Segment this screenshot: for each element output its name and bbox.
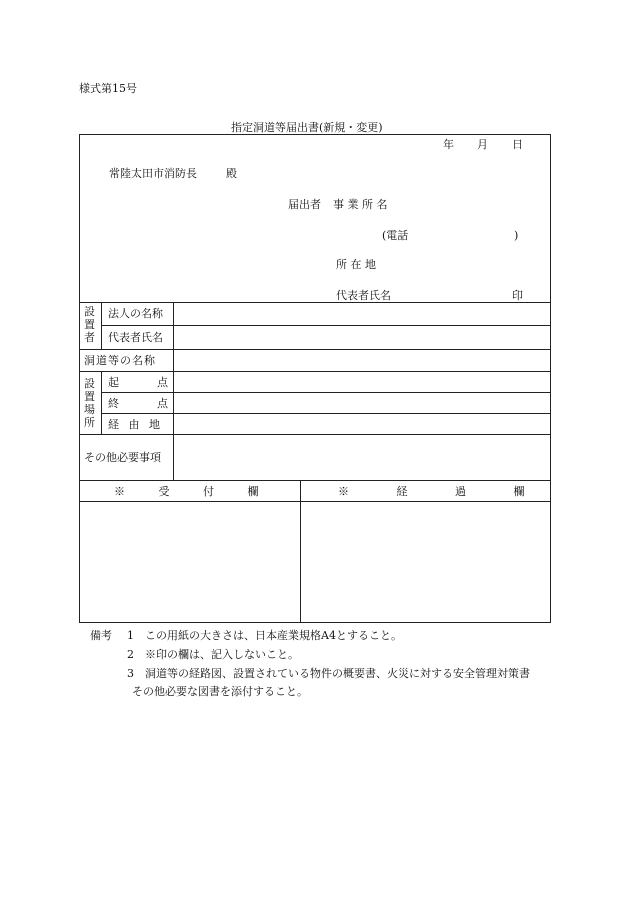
note-2-number: 2 — [127, 648, 134, 661]
start-label-2: 点 — [157, 376, 168, 389]
row-divider — [79, 434, 551, 435]
row-divider — [101, 392, 551, 393]
honorific: 殿 — [226, 167, 237, 180]
location-label: 所 在 地 — [336, 258, 376, 271]
corp-name-label: 法人の名称 — [108, 307, 163, 320]
rep-name-label: 代表者氏名 — [108, 331, 163, 344]
start-label: 起 — [108, 376, 119, 389]
phone-close: ) — [514, 229, 519, 242]
note-3-number: 3 — [127, 667, 134, 680]
col-divider — [101, 302, 102, 349]
end-label: 終 — [108, 397, 119, 410]
row-divider — [79, 302, 551, 303]
note-3-text: 洞道等の経路図、設置されている物件の概要書、火災に対する安全管理対策書 — [145, 667, 530, 680]
date-day: 日 — [512, 138, 523, 151]
note-3-text-cont: その他必要な図書を添付すること。 — [132, 685, 308, 698]
phone-open: (電話 — [382, 229, 409, 242]
other-label: その他必要事項 — [84, 451, 161, 464]
location-group-label: 設置場所 — [84, 377, 95, 429]
note-1-text: この用紙の大きさは、日本産業規格A4とすること。 — [145, 629, 402, 642]
addressee: 常陸太田市消防長 — [109, 167, 197, 180]
row-divider — [79, 349, 551, 350]
note-2-text: ※印の欄は、記入しないこと。 — [145, 648, 299, 661]
row-divider — [79, 501, 551, 502]
installer-group-label: 設置者 — [84, 305, 95, 344]
form-number: 様式第15号 — [79, 82, 137, 95]
duct-name-label: 洞道等の名称 — [84, 354, 156, 367]
row-divider — [101, 325, 551, 326]
notifier-label: 届出者 — [288, 198, 321, 211]
office-name-label: 事 業 所 名 — [333, 198, 388, 211]
reception-header: ※ 受 付 欄 — [114, 485, 259, 498]
form-title: 指定洞道等届出書(新規・変更) — [231, 121, 383, 134]
row-divider — [101, 413, 551, 414]
col-divider — [101, 371, 102, 434]
row-divider — [79, 371, 551, 372]
representative-label: 代表者氏名 — [336, 289, 391, 302]
seal-mark: 印 — [512, 289, 523, 302]
col-divider — [300, 480, 301, 623]
progress-header: ※ 経 過 欄 — [338, 485, 525, 498]
end-label-2: 点 — [157, 397, 168, 410]
via-label: 経 由 地 — [108, 418, 160, 431]
note-1-number: 1 — [127, 629, 134, 642]
row-divider — [79, 480, 551, 481]
date-year: 年 — [443, 138, 454, 151]
notes-label: 備考 — [90, 629, 112, 642]
date-month: 月 — [477, 138, 488, 151]
col-divider — [173, 302, 174, 480]
